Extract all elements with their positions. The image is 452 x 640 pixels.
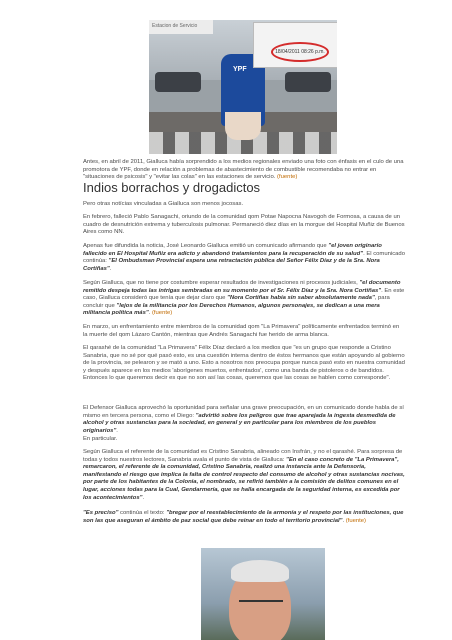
photo-car <box>155 72 201 92</box>
text-span: . <box>109 265 112 272</box>
text-span: Según Gialluca el referente de la comunidad es Cristino Sanabria, alineado con Insfrán, y no el qarashé. Para sorpresa de todas y todos nuestros lectores, Sanabria avala el punto de vista de Gialluca: <box>83 449 403 463</box>
ypf-logo-text: YPF <box>233 66 247 73</box>
intro-text: Antes, en abril de 2011, Gialluca había sorprendido a los medios regionales enviado una foto con énfasis en el culo de una promotora de YPF, donde en relación a problemas de abastecimiento de combustible recomendaba no entrar en "situaciones de psicosis" y "evitar las colas" en las estaciones de servicio. <box>83 159 404 181</box>
paragraph-6: El qarashé de la comunidad "La Primavera" Félix Díaz declaró a los medios que "es un grupo que responde a Cristino Sanabria, que no sé por qué pasó esto, es una cuestión interna dentro de éstos hermanos que están apoyando al gobierno de la provincia, se pelearon y se mató a uno. Esto a nosotros nos preocupa porque nunca pasó esto en nuestra comunidad y después aparece en los medios 'aborígenes muertos, enfrentados', como una banda de pistoleros o de bandidos. Entonces lo que queremos decir es que no son así las cosas, queremos que las cosas se hablen como corresponde". <box>83 345 405 382</box>
paragraph-2: En febrero, falleció Pablo Sanagachi, oriundo de la comunidad qom Potae Napocna Navogoh de Formosa, a causa de un cuadro de desnutrición extrema y tuberculosis pulmonar. Permaneció diez días en la morgue del Hospital Muñiz de Buenos Aires como NN. <box>83 214 405 236</box>
source-link[interactable]: (fuente) <box>345 517 367 524</box>
paragraph-1: Pero otras notícias vinculadas a Gialluca son menos jocosas. <box>83 201 244 207</box>
portrait-glasses <box>239 600 283 612</box>
paragraph-9 <box>83 449 405 502</box>
text-span: Según Gialluca, que no tiene por costumbre esperar resultados de investigaciones ni procesos judiciales, <box>83 280 360 286</box>
photo-date-circle: 18/04/2011 08:26 p.m. <box>271 42 329 62</box>
photo-car <box>285 72 331 92</box>
quote-span: "el documento remitido despeja todas las intrigas sembradas en su momento por el Sr. Félix Díaz y la Sra. Nora Cortiñas" <box>83 280 401 294</box>
text-span: . <box>116 427 118 434</box>
section-heading: Indios borrachos y drogadictos <box>83 180 261 195</box>
source-link[interactable]: (fuente) <box>151 310 173 317</box>
paragraph-8: En particular. <box>83 436 118 442</box>
paragraph-10 <box>83 510 405 525</box>
quote-span: "advirtió sobre los peligros que trae aparejada la ingesta desmedida de alcohol y otras sustancias para la sociedad, en general y en particular para los miembros de los pueblos originarios" <box>83 412 396 434</box>
text-span: Apenas fue difundida la noticia, José Leonardo Gialluca emitió un comunicado afirmando que <box>83 243 329 249</box>
text-span: . <box>142 494 145 501</box>
quote-span: "Es preciso" <box>83 510 119 516</box>
quote-span: "bregar por el reestablecimiento de la armonía y el respeto por las instituciones, que son las que aseguran el ámbito de paz social que debe reinar en todo el territorio provincial" <box>83 510 404 524</box>
text-span: . En este caso, Gialluca consideró que tenía que dejar claro que <box>83 287 405 302</box>
gialluca-portrait-photo <box>201 548 325 640</box>
quote-span: "En el caso concreto de "La Primavera", remarcaron, el referente de la comunidad, Cristino Sanabria, realizó una instancia ante la Defensoría, manifestando el riesgo que implica la falta de control respecto del consumo de alcohol y otras sustancias nocivas, por parte de los habitantes de la Colonia, el nombrado, se refirió también a la comisión de delitos comunes en el lugar, acciones todas para la Cual, Gendarmería, que se halla encargada de la seguridad interna, es excedida por los acontecimientos" <box>83 456 405 501</box>
text-span: El Defensor Gialluca aprovechó la oportunidad para señalar una grave preocupación, en un comunicado donde habla de sí mismo en tercera persona, como el Diego: <box>83 405 404 419</box>
text-span: . El comunicado continúa: <box>83 250 405 265</box>
quote-span: "El Ombudsman Provincial espera una retractación pública del Señor Félix Díaz y de la Sra. Nora Cortiñas" <box>83 258 380 272</box>
quote-span: "el joven originario fallecido en El Hospital Muñiz era adicto y abandonó tratamientos para la recuperación de su salud" <box>83 243 382 257</box>
paragraph-7 <box>83 405 405 435</box>
quote-span: "lejos de la militancia por los Derechos Humanos, algunos personajes, se dedican a una mera militancia política más" <box>83 302 380 317</box>
intro-paragraph <box>83 159 405 182</box>
portrait-hair <box>231 560 289 582</box>
text-span: . <box>148 310 152 317</box>
paragraph-3 <box>83 243 405 273</box>
text-span: . <box>342 517 346 524</box>
quote-span: "Nora Cortiñas había sin saber absolutamente nada" <box>227 295 375 302</box>
text-span: , para concluir que <box>83 295 390 309</box>
paragraph-5: En marzo, un enfrentamiento entre miembros de la comunidad qom "La Primavera" políticamente enfrentados terminó en la muerte del qom Lázaro Cantón, mientras que Andrés Sanagachi fue herido de arma blanca. <box>83 324 400 338</box>
text-span: continúa el texto: <box>118 510 167 516</box>
intro-source-link[interactable]: (fuente) <box>277 174 298 181</box>
photo-header-text: Estacion de Servicio <box>149 20 213 34</box>
paragraph-4 <box>83 280 405 318</box>
promotora-photo <box>149 20 337 154</box>
photo-promoter-legs <box>225 112 261 140</box>
